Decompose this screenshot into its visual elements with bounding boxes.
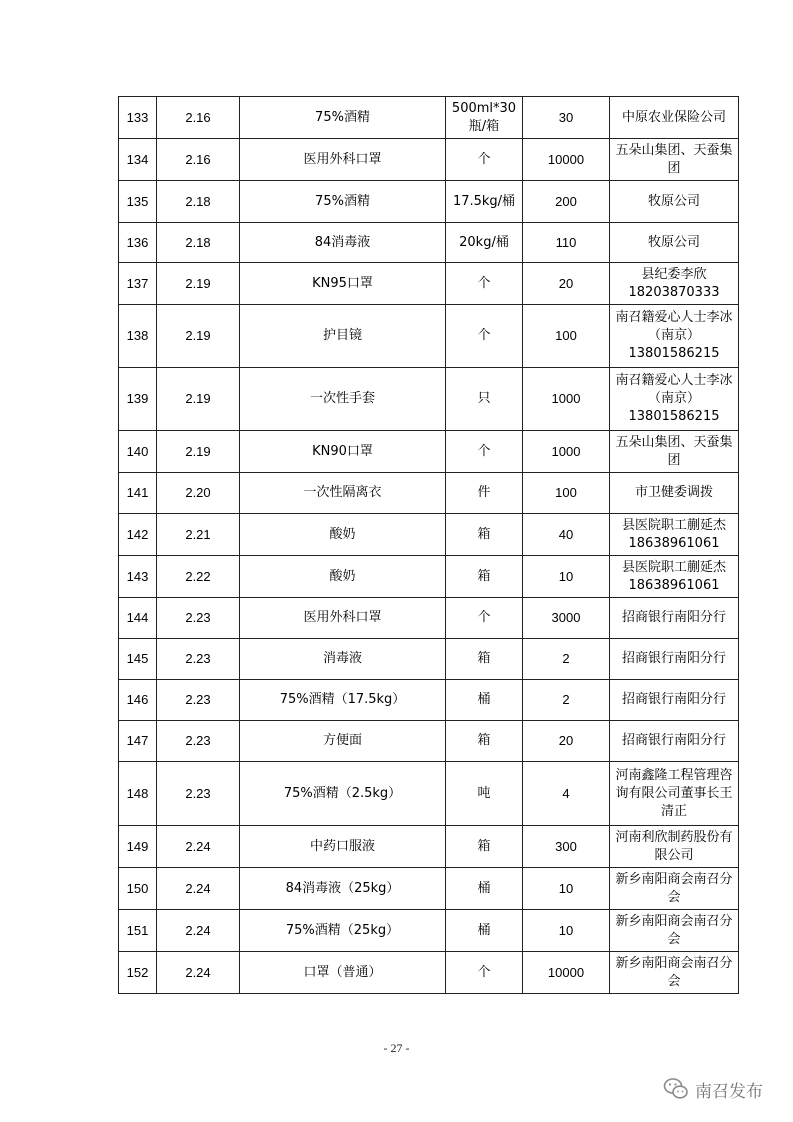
table-row — [119, 263, 739, 305]
cell-quantity: 10000 — [523, 139, 610, 181]
cell-item: 75%酒精 — [240, 181, 446, 223]
cell-unit: 箱 — [446, 514, 523, 556]
cell-number: 140 — [119, 431, 157, 473]
table-row — [119, 721, 739, 762]
cell-unit: 只 — [446, 368, 523, 431]
cell-date: 2.16 — [157, 97, 240, 139]
cell-number: 136 — [119, 223, 157, 263]
cell-unit: 箱 — [446, 639, 523, 680]
cell-quantity: 200 — [523, 181, 610, 223]
cell-date: 2.23 — [157, 680, 240, 721]
table-row — [119, 952, 739, 994]
cell-quantity: 2 — [523, 639, 610, 680]
cell-unit: 个 — [446, 139, 523, 181]
cell-quantity: 10000 — [523, 952, 610, 994]
cell-number: 134 — [119, 139, 157, 181]
cell-donor: 县医院职工蒯延杰 18638961061 — [610, 556, 739, 598]
cell-item: KN95口罩 — [240, 263, 446, 305]
donation-table-body — [119, 97, 739, 994]
cell-item: 一次性手套 — [240, 368, 446, 431]
cell-date: 2.24 — [157, 952, 240, 994]
cell-donor: 招商银行南阳分行 — [610, 721, 739, 762]
table-row — [119, 368, 739, 431]
cell-date: 2.24 — [157, 826, 240, 868]
cell-date: 2.16 — [157, 139, 240, 181]
cell-item: 84消毒液 — [240, 223, 446, 263]
cell-date: 2.23 — [157, 598, 240, 639]
cell-unit: 吨 — [446, 762, 523, 826]
cell-quantity: 100 — [523, 305, 610, 368]
cell-donor: 招商银行南阳分行 — [610, 598, 739, 639]
cell-item: 75%酒精 — [240, 97, 446, 139]
cell-item: 护目镜 — [240, 305, 446, 368]
table-row — [119, 139, 739, 181]
cell-number: 146 — [119, 680, 157, 721]
cell-date: 2.18 — [157, 223, 240, 263]
table-row — [119, 639, 739, 680]
cell-unit: 17.5kg/桶 — [446, 181, 523, 223]
cell-unit: 个 — [446, 263, 523, 305]
cell-number: 137 — [119, 263, 157, 305]
cell-donor: 五朵山集团、天蚕集团 — [610, 431, 739, 473]
cell-number: 152 — [119, 952, 157, 994]
cell-unit: 20kg/桶 — [446, 223, 523, 263]
table-row — [119, 431, 739, 473]
cell-donor: 新乡南阳商会南召分会 — [610, 868, 739, 910]
cell-number: 151 — [119, 910, 157, 952]
cell-donor: 招商银行南阳分行 — [610, 680, 739, 721]
cell-unit: 个 — [446, 305, 523, 368]
cell-number: 138 — [119, 305, 157, 368]
cell-donor: 南召籍爱心人士李冰（南京） 13801586215 — [610, 368, 739, 431]
cell-quantity: 100 — [523, 473, 610, 514]
table-row — [119, 473, 739, 514]
cell-number: 135 — [119, 181, 157, 223]
cell-item: 一次性隔离衣 — [240, 473, 446, 514]
cell-date: 2.24 — [157, 868, 240, 910]
cell-date: 2.18 — [157, 181, 240, 223]
cell-unit: 桶 — [446, 868, 523, 910]
table-row — [119, 97, 739, 139]
cell-quantity: 4 — [523, 762, 610, 826]
cell-date: 2.23 — [157, 639, 240, 680]
cell-donor: 招商银行南阳分行 — [610, 639, 739, 680]
cell-unit: 500ml*30瓶/箱 — [446, 97, 523, 139]
cell-donor: 南召籍爱心人士李冰（南京） 13801586215 — [610, 305, 739, 368]
cell-donor: 五朵山集团、天蚕集团 — [610, 139, 739, 181]
cell-date: 2.20 — [157, 473, 240, 514]
cell-date: 2.24 — [157, 910, 240, 952]
cell-unit: 桶 — [446, 910, 523, 952]
cell-donor: 河南鑫隆工程管理咨询有限公司董事长王清正 — [610, 762, 739, 826]
cell-item: 75%酒精（2.5kg） — [240, 762, 446, 826]
cell-quantity: 2 — [523, 680, 610, 721]
cell-quantity: 1000 — [523, 368, 610, 431]
table-row — [119, 305, 739, 368]
cell-quantity: 30 — [523, 97, 610, 139]
wechat-icon — [663, 1076, 689, 1102]
cell-date: 2.21 — [157, 514, 240, 556]
table-row — [119, 868, 739, 910]
cell-date: 2.19 — [157, 263, 240, 305]
cell-date: 2.22 — [157, 556, 240, 598]
cell-item: 84消毒液（25kg） — [240, 868, 446, 910]
watermark-text: 南召发布 — [695, 1081, 763, 1102]
cell-quantity: 10 — [523, 910, 610, 952]
cell-quantity: 10 — [523, 868, 610, 910]
cell-quantity: 10 — [523, 556, 610, 598]
table-row — [119, 223, 739, 263]
cell-quantity: 300 — [523, 826, 610, 868]
cell-number: 149 — [119, 826, 157, 868]
donation-table — [118, 96, 739, 994]
cell-item: 75%酒精（17.5kg） — [240, 680, 446, 721]
cell-number: 150 — [119, 868, 157, 910]
cell-donor: 中原农业保险公司 — [610, 97, 739, 139]
cell-donor: 新乡南阳商会南召分会 — [610, 910, 739, 952]
page-number: - 27 - — [383, 1041, 410, 1055]
cell-number: 148 — [119, 762, 157, 826]
cell-item: 口罩（普通） — [240, 952, 446, 994]
cell-number: 139 — [119, 368, 157, 431]
cell-date: 2.19 — [157, 431, 240, 473]
cell-quantity: 20 — [523, 721, 610, 762]
cell-item: 消毒液 — [240, 639, 446, 680]
cell-quantity: 20 — [523, 263, 610, 305]
cell-date: 2.23 — [157, 762, 240, 826]
cell-date: 2.19 — [157, 305, 240, 368]
table-row — [119, 514, 739, 556]
cell-donor: 县纪委李欣 18203870333 — [610, 263, 739, 305]
cell-quantity: 1000 — [523, 431, 610, 473]
cell-unit: 箱 — [446, 826, 523, 868]
cell-item: 中药口服液 — [240, 826, 446, 868]
cell-date: 2.23 — [157, 721, 240, 762]
cell-donor: 市卫健委调拨 — [610, 473, 739, 514]
cell-donor: 河南利欣制药股份有限公司 — [610, 826, 739, 868]
cell-number: 145 — [119, 639, 157, 680]
cell-item: 医用外科口罩 — [240, 598, 446, 639]
cell-number: 147 — [119, 721, 157, 762]
cell-item: KN90口罩 — [240, 431, 446, 473]
cell-unit: 箱 — [446, 556, 523, 598]
table-row — [119, 181, 739, 223]
cell-donor: 牧原公司 — [610, 181, 739, 223]
cell-donor: 牧原公司 — [610, 223, 739, 263]
cell-donor: 县医院职工蒯延杰 18638961061 — [610, 514, 739, 556]
cell-item: 方便面 — [240, 721, 446, 762]
watermark — [663, 1076, 763, 1102]
table-row — [119, 910, 739, 952]
cell-quantity: 110 — [523, 223, 610, 263]
cell-quantity: 40 — [523, 514, 610, 556]
cell-quantity: 3000 — [523, 598, 610, 639]
cell-number: 141 — [119, 473, 157, 514]
table-row — [119, 762, 739, 826]
cell-donor: 新乡南阳商会南召分会 — [610, 952, 739, 994]
cell-item: 酸奶 — [240, 556, 446, 598]
cell-item: 酸奶 — [240, 514, 446, 556]
table-row — [119, 598, 739, 639]
cell-unit: 桶 — [446, 680, 523, 721]
cell-number: 143 — [119, 556, 157, 598]
cell-number: 133 — [119, 97, 157, 139]
table-row — [119, 826, 739, 868]
cell-number: 142 — [119, 514, 157, 556]
cell-item: 75%酒精（25kg） — [240, 910, 446, 952]
cell-item: 医用外科口罩 — [240, 139, 446, 181]
cell-unit: 箱 — [446, 721, 523, 762]
cell-unit: 个 — [446, 952, 523, 994]
cell-unit: 个 — [446, 431, 523, 473]
cell-number: 144 — [119, 598, 157, 639]
table-row — [119, 556, 739, 598]
cell-unit: 个 — [446, 598, 523, 639]
cell-unit: 件 — [446, 473, 523, 514]
table-row — [119, 680, 739, 721]
cell-date: 2.19 — [157, 368, 240, 431]
